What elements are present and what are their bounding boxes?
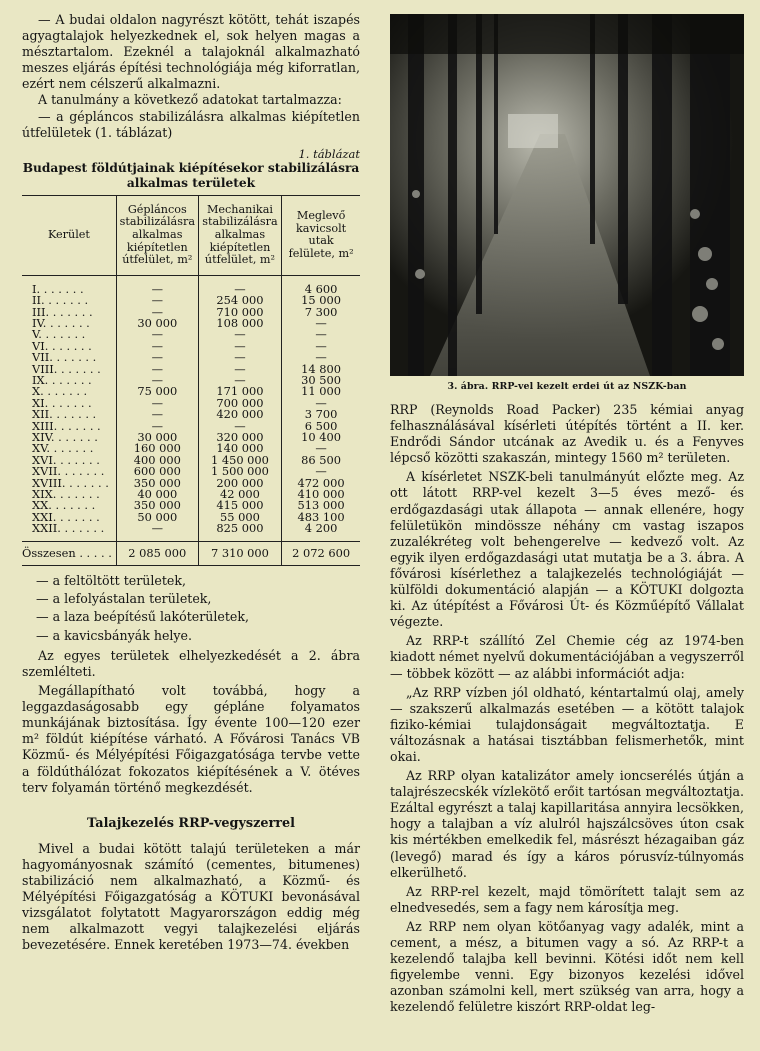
row-district: XIX. . . . . . . [32, 487, 100, 502]
row-mechanical: — [198, 275, 282, 295]
row-district: VIII. . . . . . . [32, 361, 101, 376]
row-mechanical: 108 000 [198, 318, 282, 329]
row-district: IX. . . . . . . [32, 372, 92, 387]
row-gravel: 15 000 [282, 295, 360, 306]
row-district: I. . . . . . . [32, 281, 84, 296]
district-table [22, 195, 360, 566]
right-text [390, 402, 744, 1015]
table-caption: 1. táblázat [298, 146, 360, 161]
row-machine: 40 000 [116, 489, 198, 500]
row-machine: — [116, 275, 198, 295]
right-column [390, 0, 744, 1015]
row-district: XII. . . . . . . [32, 407, 97, 422]
row-gravel: — [282, 318, 360, 329]
intro-paragraph-3: — a gépláncos stabilizálásra alkalmas kiépítetlen útfelületek (1. táblázat) [22, 108, 360, 140]
header-mechanical: Mechanikai stabilizálásra alkalmas kiépítetlen útfelület, m² [198, 195, 282, 275]
header-gravel: Meglevő kavicsolt utak felülete, m² [282, 195, 360, 275]
intro-paragraph-2: A tanulmány a következő adatokat tartalmazza: [38, 92, 342, 108]
row-district: XXI. . . . . . . [32, 509, 100, 524]
row-district: IV. . . . . . . [32, 315, 90, 330]
right-paragraph-3: Az RRP-t szállító Zel Chemie cég az 1974-ben kiadott német nyelvű dokumentációjában a vegyszerről — többek között — az alábbi információt adja: [390, 633, 744, 681]
right-paragraph-6: Az RRP-rel kezelt, majd tömörített talajt sem az elnedvesedés, sem a fagy nem károsítja meg. [390, 883, 744, 915]
row-machine: 160 000 [116, 443, 198, 454]
row-mechanical: — [198, 364, 282, 375]
row-mechanical: 200 000 [198, 478, 282, 489]
row-gravel: — [282, 329, 360, 340]
row-machine: — [116, 307, 198, 318]
row-machine: 75 000 [116, 386, 198, 397]
row-machine: — [116, 523, 198, 541]
intro-block [22, 0, 360, 141]
row-gravel: 86 500 [282, 455, 360, 466]
row-mechanical: 55 000 [198, 512, 282, 523]
row-machine: — [116, 295, 198, 306]
right-paragraph-5: Az RRP olyan katalizátor amely ioncserélés útján a talajrészecskék vízlekötő erőit tartósan megváltoztatja. Ezáltal egyrészt a talaj kapillaritása annyira lecsökken, hogy a talajban a víz alulról hajszálcsöves úton csak kis mértékben emelkedik fel, másrészt hézagaiban gáz (levegő) marad és így a káros pórusvíz-túlnyomás elkerülhető. [390, 768, 744, 880]
row-gravel: 472 000 [282, 478, 360, 489]
row-mechanical: 825 000 [198, 523, 282, 541]
row-district: XVII. . . . . . . [32, 464, 105, 479]
row-machine: — [116, 375, 198, 386]
row-mechanical: — [198, 352, 282, 363]
row-gravel: 14 800 [282, 364, 360, 375]
right-paragraph-4: „Az RRP vízben jól oldható, kéntartalmú olaj, amely — szakszerű alkalmazás esetében — a kötött talajok fiziko-kémiai tulajdonságait megváltoztatja. E változásnak a hatásai tisztábban felismerhetők, mint okai. [390, 684, 744, 764]
right-paragraph-2: A kísérletet NSZK-beli tanulmányút előzte meg. Az ott látott RRP-vel kezelt 3—5 éves mező- és erdőgazdasági utak állapota — annak ellenére, hogy felületükön mindössze néhány cm vastag iszapos zuzalékréteg volt behengerelve — kedvező volt. Az egyik ilyen erdőgazdasági utat mutatja be a 3. ábra. A fővárosi kísérlethez a talajkezelés technológiáját — külföldi dokumentáció alapján — a KÖTUKI dolgozta ki. Az útépítést a Fővárosi Út- és Közműépítő Vállalat végezte. [390, 469, 744, 630]
list-item: — a kavicsbányák helye. [36, 627, 193, 643]
row-mechanical: — [198, 421, 282, 432]
row-mechanical: 254 000 [198, 295, 282, 306]
row-gravel: — [282, 443, 360, 454]
table-body [22, 275, 360, 541]
list-item: — a lefolyástalan területek, [36, 591, 212, 607]
right-paragraph-1: RRP (Reynolds Road Packer) 235 kémiai anyag felhasználásával kísérleti útépítés történt a II. ker. Endrődi Sándor utcának az Avedik u. és a Fenyves lépcső közötti szakaszán, mintegy 1560 m² területen. [390, 402, 744, 466]
right-paragraph-7: Az RRP nem olyan kötőanyag vagy adalék, mint a cement, a mész, a bitumen vagy a só. Az RRP-t a kezelendő talajba kell bevinni. Kötési időt nem kell figyelembe venni. Egy bizonyos kezelési idővel azonban számolni kell, mert szükség van arra, hogy a kezelendő felületre kiszórt RRP-oldat leg- [390, 918, 744, 1015]
paragraph-economics: Megállapítható volt továbbá, hogy a leggazdaságosabb egy gépláne folyamatos munkájának biztosítása. Így évente 100—120 ezer m² földút kiépítése várható. A Fővárosi Tanács VB Közmű- és Mélyépítési Főigazgatósága tervbe vette a földúthálózat fokozatos kiépítésének a V. ötéves terv folyamán történő megkezdését. [22, 683, 360, 795]
row-machine: 600 000 [116, 466, 198, 477]
row-machine: 30 000 [116, 432, 198, 443]
section-heading: Talajkezelés RRP-vegyszerrel [86, 815, 296, 831]
row-mechanical: 320 000 [198, 432, 282, 443]
row-gravel: 11 000 [282, 386, 360, 397]
table-total-row [22, 541, 360, 565]
row-district: XXII. . . . . . . [32, 521, 105, 536]
row-gravel: 7 300 [282, 307, 360, 318]
row-district: XX. . . . . . . [32, 498, 96, 513]
row-machine: — [116, 352, 198, 363]
section-paragraph: Mivel a budai kötött talajú területeken a már hagyományosnak számító (cementes, bitumenes) stabilizáció nem alkalmazható, a Közmű- és Mélyépítési Főigazgatóság a KÖTUKI bevonásával vizsgálatot folytatott Magyarországon eddig még nem alkalmazott vegyi talajkezelési eljárás bevezetésére. Ennek keretében 1973—74. években [22, 840, 360, 953]
total-mechanical: 7 310 000 [198, 541, 282, 565]
row-district: XIV. . . . . . . [32, 430, 98, 444]
row-gravel: — [282, 466, 360, 477]
left-column [22, 0, 360, 953]
row-district: XV. . . . . . . [32, 441, 94, 456]
row-district: VII. . . . . . . [32, 350, 97, 365]
photo-caption: 3. ábra. RRP-vel kezelt erdei út az NSZK-ban [447, 381, 687, 392]
row-gravel: 6 500 [282, 421, 360, 432]
table-row [22, 523, 360, 541]
row-machine: — [116, 398, 198, 409]
row-mechanical: 710 000 [198, 307, 282, 318]
row-mechanical: 420 000 [198, 409, 282, 420]
total-machine: 2 085 000 [116, 541, 198, 565]
row-mechanical: 171 000 [198, 386, 282, 397]
row-mechanical: — [198, 341, 282, 352]
forest-road-photo [390, 14, 744, 376]
row-district: XIII. . . . . . . [32, 418, 101, 433]
bullet-list [36, 572, 360, 645]
row-district: III. . . . . . . [32, 304, 93, 319]
row-district: V. . . . . . . [32, 327, 86, 342]
row-machine: 400 000 [116, 455, 198, 466]
total-gravel: 2 072 600 [282, 541, 360, 565]
row-district: XVI. . . . . . . [32, 452, 100, 467]
row-gravel: 10 400 [282, 432, 360, 443]
row-district: X. . . . . . . [32, 384, 88, 399]
row-mechanical: 700 000 [198, 398, 282, 409]
header-machine: Gépláncos stabilizálásra alkalmas kiépítetlen útfelület, m² [116, 195, 198, 275]
header-district: Kerület [22, 195, 116, 275]
row-mechanical: 42 000 [198, 489, 282, 500]
list-item: — a laza beépítésű lakóterületek, [36, 609, 249, 625]
row-district: XI. . . . . . . [32, 395, 92, 410]
row-machine: 350 000 [116, 478, 198, 489]
row-district: XVIII. . . . . . . [32, 475, 109, 490]
table-header-row [22, 195, 360, 275]
row-mechanical: 415 000 [198, 500, 282, 511]
forest-road-photo-illustration [390, 14, 744, 376]
row-mechanical: 1 450 000 [198, 455, 282, 466]
paragraph-figure-ref: Az egyes területek elhelyezkedését a 2. ábra szemlélteti. [22, 647, 360, 679]
row-mechanical: — [198, 375, 282, 386]
row-mechanical: 1 500 000 [198, 466, 282, 477]
row-machine: — [116, 409, 198, 420]
row-gravel: 483 100 [282, 512, 360, 523]
row-gravel: — [282, 398, 360, 409]
intro-paragraph-1: — A budai oldalon nagyrészt kötött, tehát iszapés agyagtalajok helyezkednek el, sok helyen magas a mésztartalom. Ezeknél a talajoknál alkalmazható meszes eljárás építési technológiája még kiforratlan, ezért nem célszerű alkalmazni. [22, 12, 360, 92]
row-gravel: 513 000 [282, 500, 360, 511]
total-label: Összesen . . . . . [22, 541, 116, 565]
row-gravel: — [282, 341, 360, 352]
row-machine: 50 000 [116, 512, 198, 523]
row-mechanical: 140 000 [198, 443, 282, 454]
row-machine: 30 000 [116, 318, 198, 329]
row-district: II. . . . . . . [32, 293, 89, 308]
row-gravel: 3 700 [282, 409, 360, 420]
list-item: — a feltöltött területek, [36, 573, 186, 589]
row-gravel: 410 000 [282, 489, 360, 500]
row-mechanical: — [198, 329, 282, 340]
row-machine: — [116, 364, 198, 375]
table-row [22, 275, 360, 295]
row-gravel: 4 200 [282, 523, 360, 541]
row-machine: 350 000 [116, 500, 198, 511]
row-district: VI. . . . . . . [32, 338, 92, 353]
row-machine: — [116, 421, 198, 432]
row-gravel: 4 600 [282, 275, 360, 295]
row-gravel: 30 500 [282, 375, 360, 386]
row-machine: — [116, 329, 198, 340]
table-title: Budapest földútjainak kiépítésekor stabilizálásra alkalmas területek [22, 160, 360, 190]
row-gravel: — [282, 352, 360, 363]
row-machine: — [116, 341, 198, 352]
